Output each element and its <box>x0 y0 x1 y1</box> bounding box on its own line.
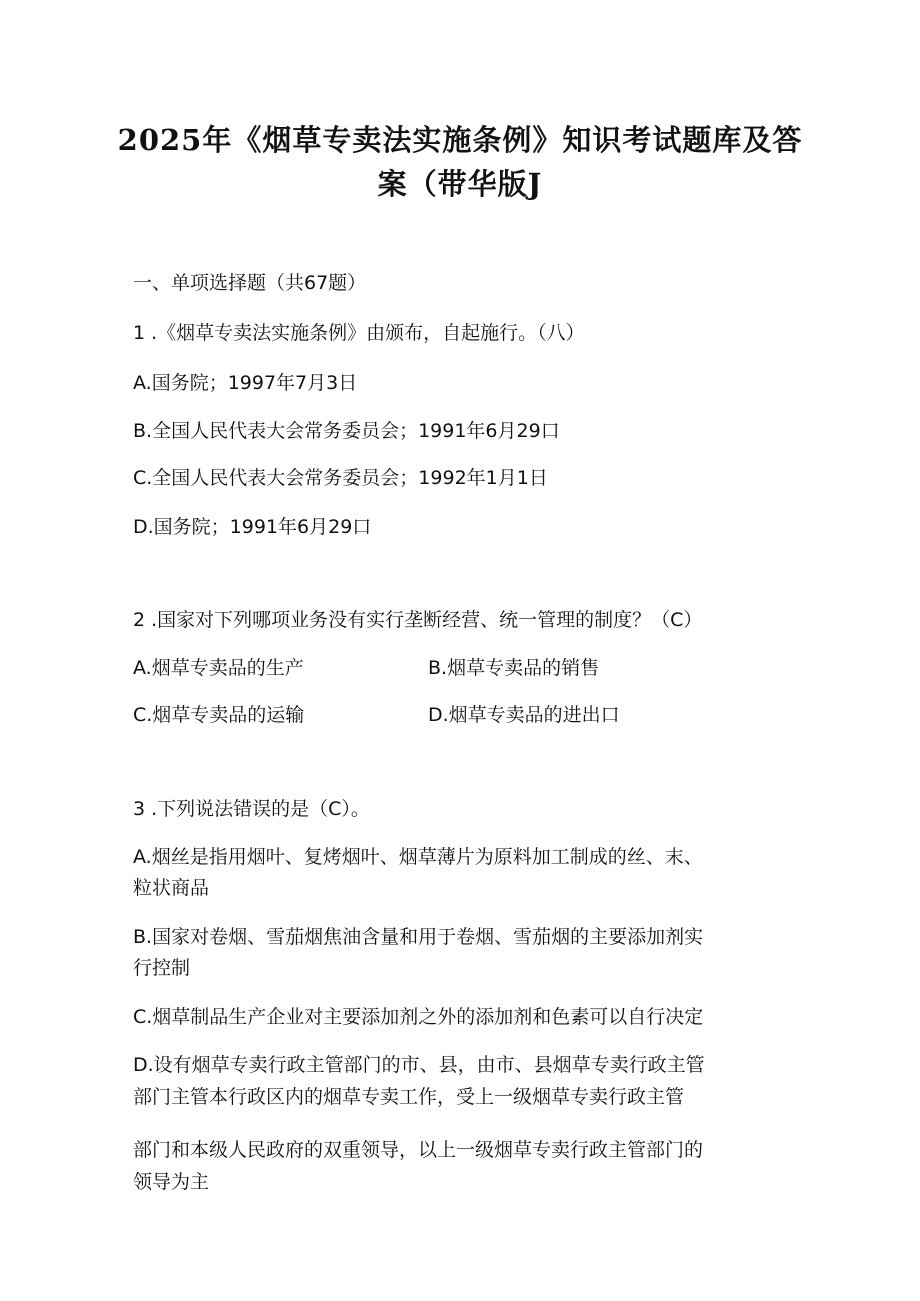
question-3-stem: 3 .下列说法错误的是（C）。 <box>133 798 370 820</box>
question-2-stem: 2 .国家对下列哪项业务没有实行垄断经营、统一管理的制度？（C） <box>133 609 703 631</box>
question-2-option-a: A.烟草专卖品的生产 <box>133 657 304 679</box>
question-3-option-b-line-2: 行控制 <box>133 957 191 979</box>
question-1-option-b: B.全国人民代表大会常务委员会；1991年6月29口 <box>133 420 560 442</box>
question-3-option-d-line-4: 领导为主 <box>133 1171 210 1193</box>
question-3-option-a-line-2: 粒状商品 <box>133 877 210 899</box>
question-3-option-c: C.烟草制品生产企业对主要添加剂之外的添加剂和色素可以自行决定 <box>133 1006 704 1028</box>
question-3-option-d-line-3: 部门和本级人民政府的双重领导，以上一级烟草专卖行政主管部门的 <box>133 1139 704 1161</box>
question-1-option-d: D.国务院；1991年6月29口 <box>133 516 372 538</box>
question-2-option-d: D.烟草专卖品的进出口 <box>428 704 620 726</box>
question-2-option-b: B.烟草专卖品的销售 <box>428 657 600 679</box>
question-2-option-c: C.烟草专卖品的运输 <box>133 704 305 726</box>
question-3-option-a-line-1: A.烟丝是指用烟叶、复烤烟叶、烟草薄片为原料加工制成的丝、末、 <box>133 846 703 868</box>
document-title-line-1: 2025年《烟草专卖法实施条例》知识考试题库及答 <box>117 123 803 157</box>
question-3-option-d-line-1: D.设有烟草专卖行政主管部门的市、县，由市、县烟草专卖行政主管 <box>133 1054 705 1076</box>
question-3-option-b-line-1: B.国家对卷烟、雪茄烟焦油含量和用于卷烟、雪茄烟的主要添加剂实 <box>133 926 704 948</box>
question-1-stem: 1 .《烟草专卖法实施条例》由颁布，自起施行。（八） <box>133 322 585 344</box>
question-3-option-d-line-2: 部门主管本行政区内的烟草专卖工作，受上一级烟草专卖行政主管 <box>133 1086 685 1108</box>
section-heading: 一、单项选择题（共67题） <box>133 272 367 294</box>
question-1-option-c: C.全国人民代表大会常务委员会；1992年1月1日 <box>133 467 548 489</box>
question-1-option-a: A.国务院；1997年7月3日 <box>133 372 358 394</box>
document-title-line-2: 案（带华版J <box>377 167 543 201</box>
